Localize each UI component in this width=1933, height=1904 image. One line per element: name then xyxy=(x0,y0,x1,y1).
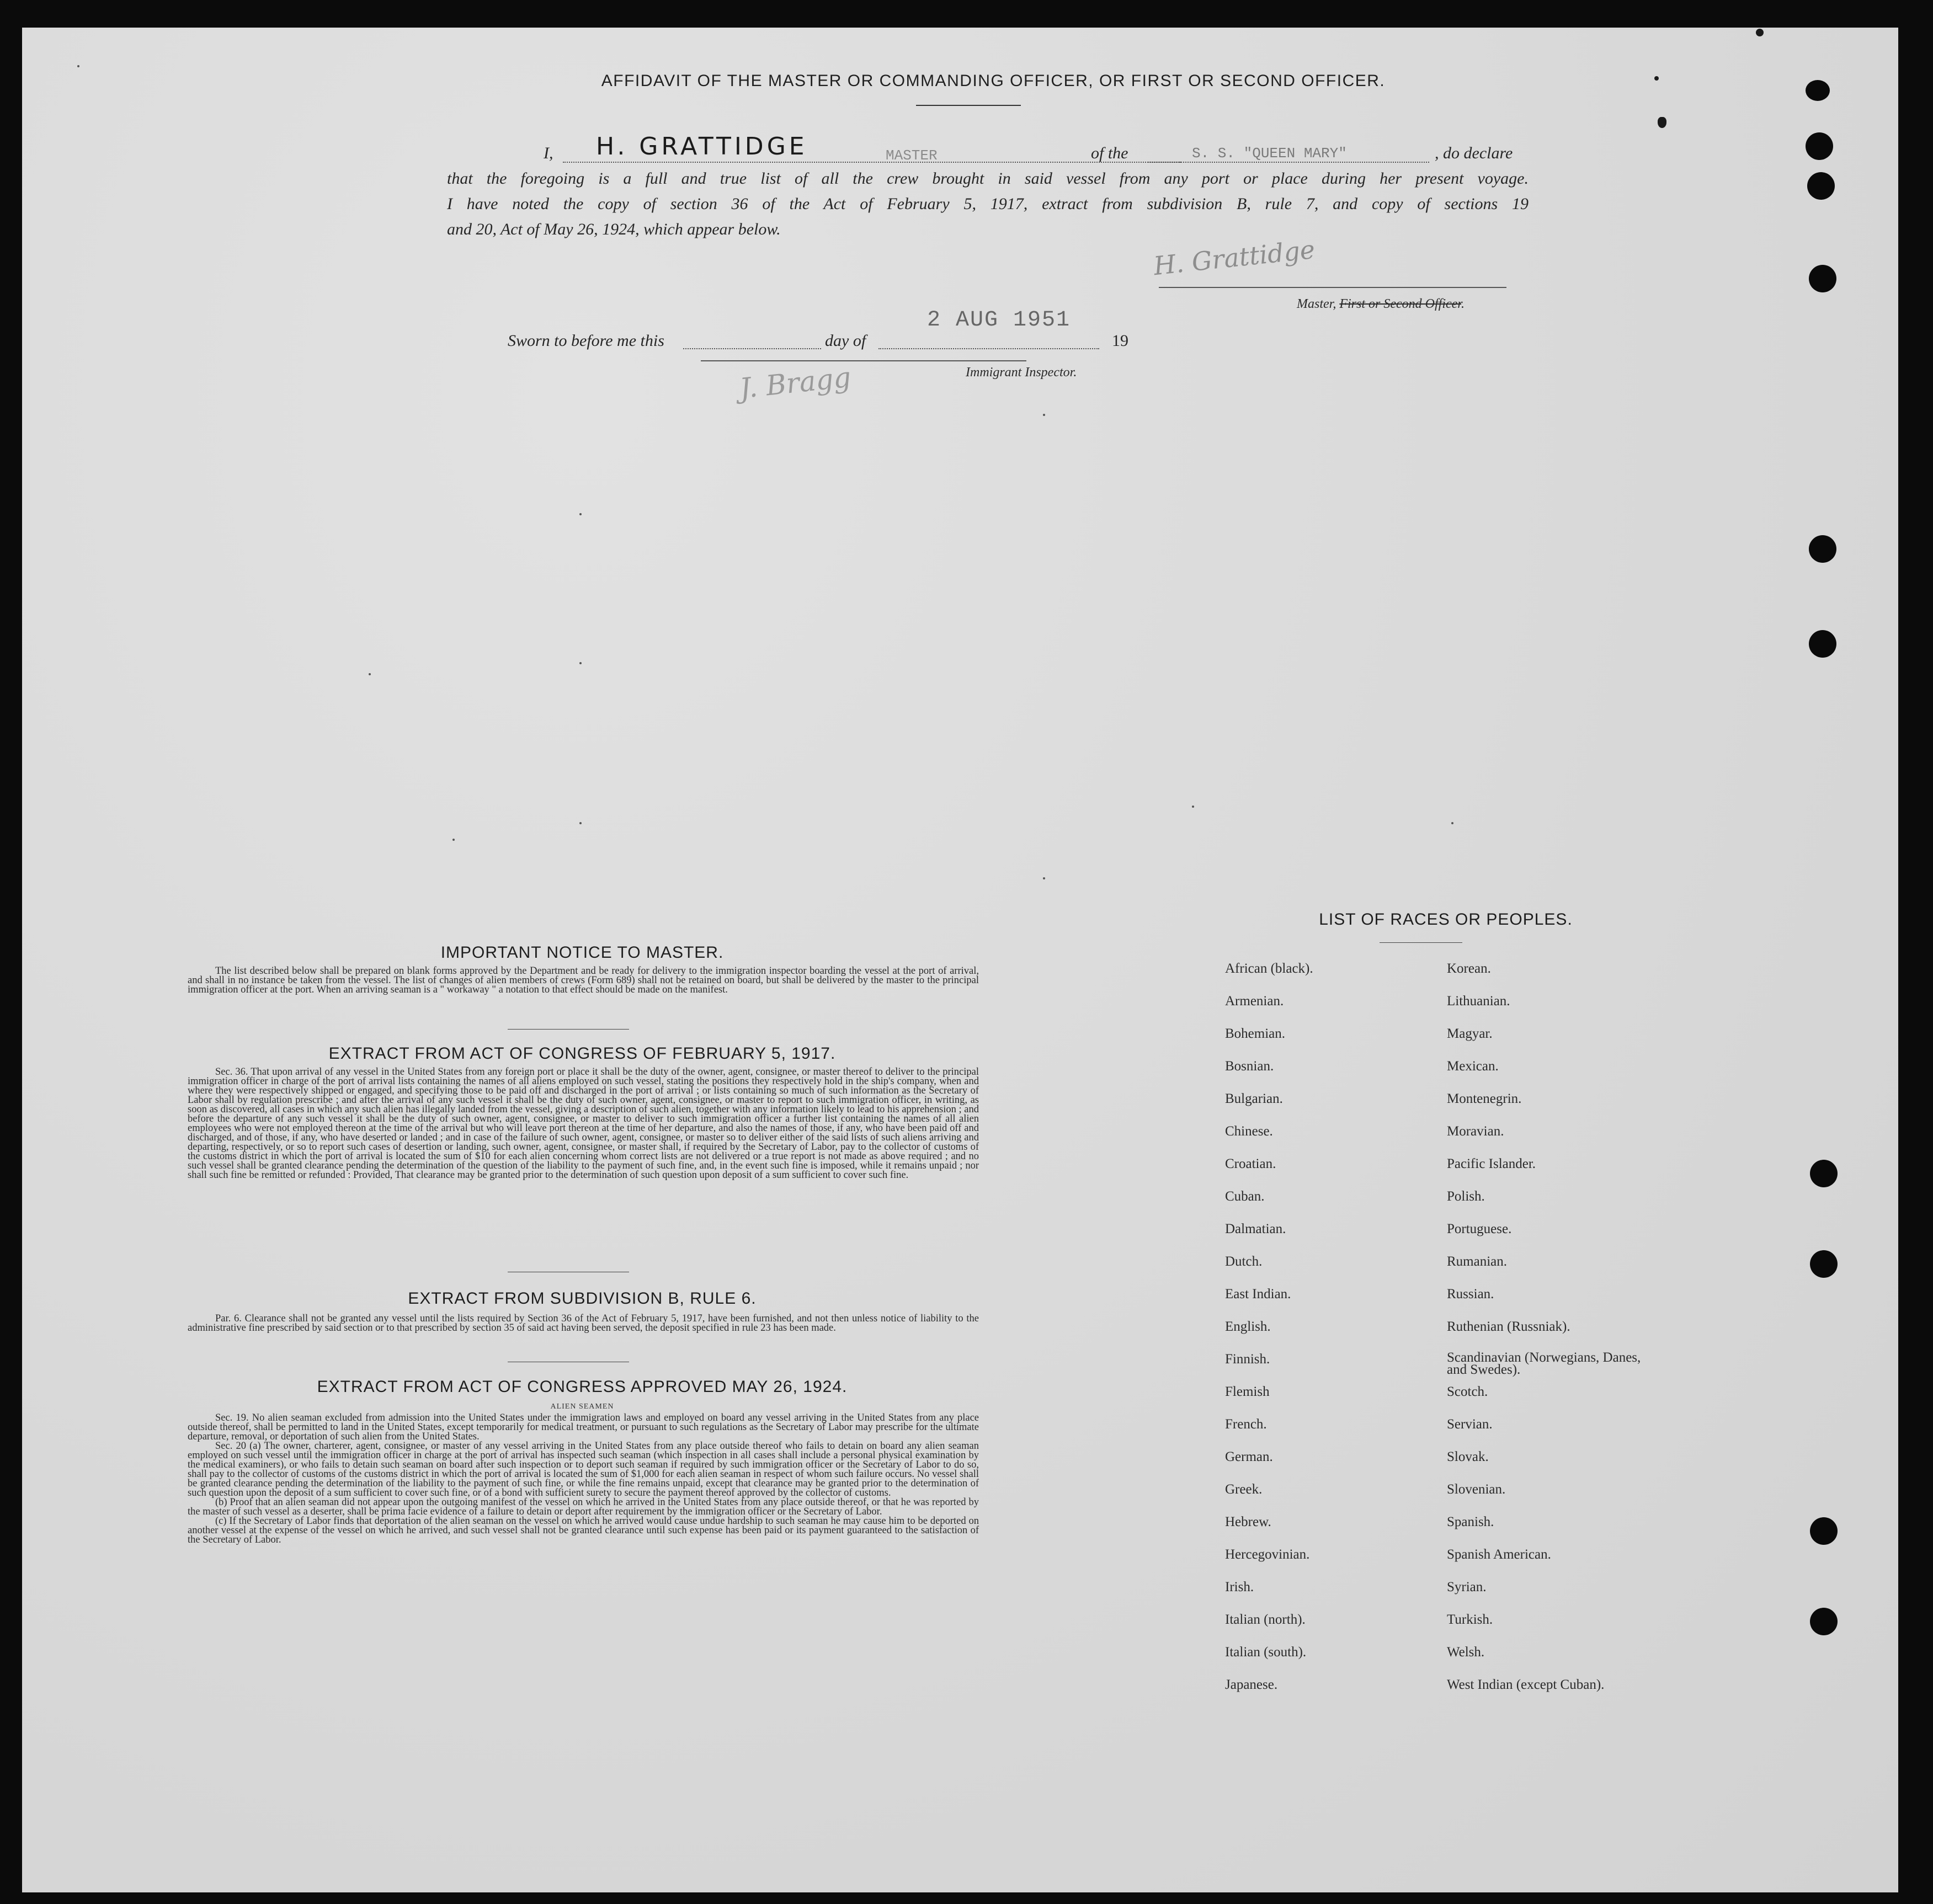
races-title: LIST OF RACES OR PEOPLES. xyxy=(1319,910,1573,929)
race-left-2: Bohemian. xyxy=(1225,1026,1286,1041)
ink-mark xyxy=(1756,29,1764,36)
notice-text xyxy=(188,967,979,995)
master-signature: H. Grattidge xyxy=(1152,234,1317,281)
races-list xyxy=(1225,961,1722,1734)
race-left-21: Italian (south). xyxy=(1225,1645,1307,1660)
of-the-label: of the xyxy=(1091,144,1128,162)
caption-master: Master, xyxy=(1297,297,1340,311)
race-right-20: Turkish. xyxy=(1447,1612,1493,1627)
inspector-caption: Immigrant Inspector. xyxy=(966,365,1077,380)
punch-hole xyxy=(1810,1250,1838,1278)
race-right-12: Scandinavian (Norwegians, Danes, and Swedes). xyxy=(1447,1350,1641,1377)
caption-struck-officer: First or Second Officer xyxy=(1339,297,1461,311)
race-right-21: Welsh. xyxy=(1447,1645,1485,1660)
vessel-filled: S. S. "QUEEN MARY" xyxy=(1192,145,1347,162)
affidavit-line-4: and 20, Act of May 26, 1924, which appear below. xyxy=(447,220,781,238)
title-rule xyxy=(916,105,1021,106)
sec20b-paragraph: (b) Proof that an alien seaman did not appear upon the outgoing manifest of the vessel on which he arrived in the United States from any place outside thereof, or that he was reported by the master of such vessel as a deserter, shall be prima facie evidence of a failure to detain or deport after requirement by the immigration officer or the Secretary of Labor. xyxy=(188,1497,979,1517)
race-left-9: Dutch. xyxy=(1225,1254,1263,1269)
race-right-3: Mexican. xyxy=(1447,1059,1499,1074)
affidavit-line-2: that the foregoing is a full and true list of all the crew brought in said vessel from any port or place during her present voyage. xyxy=(447,169,1529,188)
rule6-title: EXTRACT FROM SUBDIVISION B, RULE 6. xyxy=(408,1289,757,1308)
race-left-14: French. xyxy=(1225,1417,1267,1432)
sworn-day-line xyxy=(683,348,821,349)
race-left-18: Hercegovinian. xyxy=(1225,1547,1310,1562)
race-left-0: African (black). xyxy=(1225,961,1313,976)
rank-filled: MASTER xyxy=(886,147,938,164)
punch-hole xyxy=(1809,265,1836,292)
race-right-6: Pacific Islander. xyxy=(1447,1156,1536,1171)
speck xyxy=(1043,414,1045,416)
race-left-5: Chinese. xyxy=(1225,1124,1273,1139)
race-right-10: Russian. xyxy=(1447,1287,1494,1302)
sworn-month-line xyxy=(878,348,1099,349)
race-right-1: Lithuanian. xyxy=(1447,994,1510,1009)
signature-caption xyxy=(1297,297,1465,312)
sec20c-paragraph: (c) If the Secretary of Labor finds that deportation of the alien seaman on the vessel on which he arrived would cause undue hardship to such seaman he may cause him to be deported on another vessel at the expense of the vessel on which he arrived, and such vessel shall not be granted clearance until such expense has been paid or its payment guaranteed to the satisfaction of the Secretary of Labor. xyxy=(188,1516,979,1545)
race-right-17: Spanish. xyxy=(1447,1514,1494,1529)
races-rule xyxy=(1380,942,1462,943)
speck xyxy=(1192,806,1194,808)
ink-mark xyxy=(1658,117,1666,128)
race-left-19: Irish. xyxy=(1225,1580,1254,1594)
race-right-18: Spanish American. xyxy=(1447,1547,1551,1562)
caption-period: . xyxy=(1461,297,1465,311)
notice-rule xyxy=(508,1029,629,1030)
speck xyxy=(579,513,582,515)
race-left-6: Croatian. xyxy=(1225,1156,1276,1171)
race-left-7: Cuban. xyxy=(1225,1189,1265,1204)
race-left-4: Bulgarian. xyxy=(1225,1091,1283,1106)
sec36-paragraph: Sec. 36. That upon arrival of any vessel in the United States from any foreign port or place it shall be the duty of the owner, agent, consignee, or master thereof to deliver to the principal immigration officer in charge of the port of arrival lists containing the names of all aliens employed on such vessel, stating the positions they respectively hold in the ship's company, when and where they were respectively shipped or engaged, and specifying those to be paid off and discharged in the port of arrival ; or lists containing so much of such information as the Secretary of Labor shall by regulation prescribe ; and after the arrival of any such vessel it shall be the duty of such owner, agent, consignee, or master to report to such immigration officer, in writing, as soon as discovered, all cases in which any such alien has illegally landed from the vessel, giving a description of such alien, together with any information likely to lead to his apprehension ; and before the departure of any such vessel it shall be the duty of such owner, agent, consignee, or master to deliver to such immigration officer a further list containing the names of all alien employees who were not employed thereon at the time of the arrival but who will leave port thereon at the time of her departure, and also the names of those, if any, who have been paid off and discharged, and of those, if any, who have deserted or landed ; and in case of the failure of such owner, agent, consignee, or master so to deliver either of the said lists of such aliens arriving and departing, respectively, or so to report such cases of desertion or landing, such owner, agent, consignee, or master shall, if required by the Secretary of Labor, pay to the collector of customs of the customs district in which the port of arrival is located the sum of $10 for each alien concerning whom correct lists are not delivered or a true report is not made as above required ; and no such vessel shall be granted clearance pending the determination of the question of the liability to the payment of such fine, and, in the event such fine is imposed, while it remains unpaid ; nor shall such fine be remitted or refunded : Provided, That clearance may be granted prior to the determination of such question upon deposit of a sum sufficient to cover such fine. xyxy=(188,1066,979,1181)
speck xyxy=(369,673,371,675)
speck xyxy=(579,822,582,824)
punch-hole xyxy=(1809,535,1836,563)
race-left-20: Italian (north). xyxy=(1225,1612,1306,1627)
race-left-17: Hebrew. xyxy=(1225,1514,1271,1529)
punch-hole xyxy=(1809,630,1836,658)
ink-mark xyxy=(1654,76,1659,81)
speck xyxy=(1043,877,1045,879)
punch-hole xyxy=(1806,132,1833,160)
race-right-4: Montenegrin. xyxy=(1447,1091,1522,1106)
race-right-16: Slovenian. xyxy=(1447,1482,1506,1497)
race-left-11: English. xyxy=(1225,1319,1271,1334)
race-right-2: Magyar. xyxy=(1447,1026,1493,1041)
sworn-label: Sworn to before me this xyxy=(508,332,664,350)
year-prefix: 19 xyxy=(1112,332,1128,350)
punch-hole xyxy=(1810,1160,1838,1187)
inspector-rule xyxy=(701,360,1026,361)
date-stamp: 2 AUG 1951 xyxy=(927,308,1071,333)
do-declare: , do declare xyxy=(1435,144,1513,162)
inspector-signature: J. Bragg xyxy=(738,361,853,405)
i-label: I, xyxy=(544,144,553,162)
sec19-paragraph: Sec. 19. No alien seaman excluded from admission into the United States under the immigration laws and employed on board any vessel arriving in the United States from any place outside thereof, shall be permitted to land in the United States, except temporarily for medical treatment, or pursuant to such regulations as the Secretary of Labor may prescribe for the ultimate departure, removal, or deportation of such alien from the United States. xyxy=(188,1412,979,1442)
race-right-7: Polish. xyxy=(1447,1189,1485,1204)
affidavit-title: AFFIDAVIT OF THE MASTER OR COMMANDING OFFICER, OR FIRST OR SECOND OFFICER. xyxy=(601,72,1386,90)
speck xyxy=(579,662,582,664)
extract-1924-title: EXTRACT FROM ACT OF CONGRESS APPROVED MAY 26, 1924. xyxy=(317,1378,848,1396)
race-left-10: East Indian. xyxy=(1225,1287,1291,1302)
race-right-15: Slovak. xyxy=(1447,1449,1489,1464)
alien-seamen-subtitle: ALIEN SEAMEN xyxy=(550,1402,614,1411)
race-left-15: German. xyxy=(1225,1449,1273,1464)
sec20a-paragraph: Sec. 20 (a) The owner, charterer, agent, consignee, or master of any vessel arriving in the United States from any place outside thereof who fails to detain on board any alien seaman employed on such vessel until the immigration officer in charge at the port of arrival has inspected such seaman (which inspection in all cases shall include a personal physical examination by the medical examiners), or who fails to detain such seaman on board after such inspection or to deport such seaman if required by such immigration officer or the Secretary of Labor to do so, shall pay to the collector of customs of the customs district in which the port of arrival is located the sum of $1,000 for each alien seaman in respect of whom such failure occurs. No vessel shall be granted clearance pending the determination of the liability to the payment of such fine, or while the fine remains unpaid, except that clearance may be granted prior to the determination of such question upon the deposit of a sum sufficient to cover such fine, or of a bond with sufficient surety to secure the payment thereof approved by the collector of customs. xyxy=(188,1441,979,1498)
race-left-8: Dalmatian. xyxy=(1225,1222,1286,1236)
race-right-13: Scotch. xyxy=(1447,1384,1488,1399)
race-left-1: Armenian. xyxy=(1225,994,1284,1009)
extract-1917-text xyxy=(188,1068,979,1180)
punch-hole xyxy=(1806,80,1830,101)
extract-1917-title: EXTRACT FROM ACT OF CONGRESS OF FEBRUARY 5, 1917. xyxy=(328,1044,836,1063)
race-right-14: Servian. xyxy=(1447,1417,1493,1432)
race-right-22: West Indian (except Cuban). xyxy=(1447,1677,1605,1692)
rule6-text xyxy=(188,1314,979,1333)
affidavit-line-3: I have noted the copy of section 36 of the Act of February 5, 1917, extract from subdivision B, rule 7, and copy of sections 19 xyxy=(447,195,1529,213)
race-left-13: Flemish xyxy=(1225,1384,1270,1399)
race-left-12: Finnish. xyxy=(1225,1352,1270,1367)
name-fill-line xyxy=(563,162,1181,163)
day-of-label: day of xyxy=(825,332,866,350)
punch-hole xyxy=(1807,172,1835,200)
master-name-handwritten: H. GRATTIDGE xyxy=(596,132,808,161)
race-left-3: Bosnian. xyxy=(1225,1059,1274,1074)
extract-1924-text xyxy=(188,1414,979,1545)
race-left-22: Japanese. xyxy=(1225,1677,1278,1692)
signature-rule xyxy=(1159,287,1506,288)
speck xyxy=(452,839,455,841)
rule6-paragraph: Par. 6. Clearance shall not be granted any vessel until the lists required by Section 36 of the Act of February 5, 1917, have been furnished, and not then unless notice of liability to the administrative fine prescribed by said section or to that prescribed by section 35 of said act having been served, the deposit specified in rule 23 has been made. xyxy=(188,1313,979,1334)
punch-hole xyxy=(1810,1608,1838,1635)
notice-title: IMPORTANT NOTICE TO MASTER. xyxy=(440,943,724,962)
race-right-11: Ruthenian (Russniak). xyxy=(1447,1319,1570,1334)
document-page xyxy=(22,28,1898,1892)
race-right-19: Syrian. xyxy=(1447,1580,1487,1594)
race-right-5: Moravian. xyxy=(1447,1124,1504,1139)
speck xyxy=(77,65,79,67)
race-right-8: Portuguese. xyxy=(1447,1222,1512,1236)
race-left-16: Greek. xyxy=(1225,1482,1263,1497)
race-right-0: Korean. xyxy=(1447,961,1491,976)
punch-hole xyxy=(1810,1517,1838,1545)
notice-paragraph: The list described below shall be prepared on blank forms approved by the Department and be ready for delivery to the immigration inspector boarding the vessel at the port of arrival, and shall in no instance be taken from the vessel. The list of changes of alien members of crews (Form 689) shall not be retained on board, but shall be delivered by the master to the principal immigration officer at the port. When an arriving seaman is a " workaway " a notation to that effect should be made on the manifest. xyxy=(188,966,979,995)
speck xyxy=(1451,822,1453,824)
race-right-9: Rumanian. xyxy=(1447,1254,1508,1269)
